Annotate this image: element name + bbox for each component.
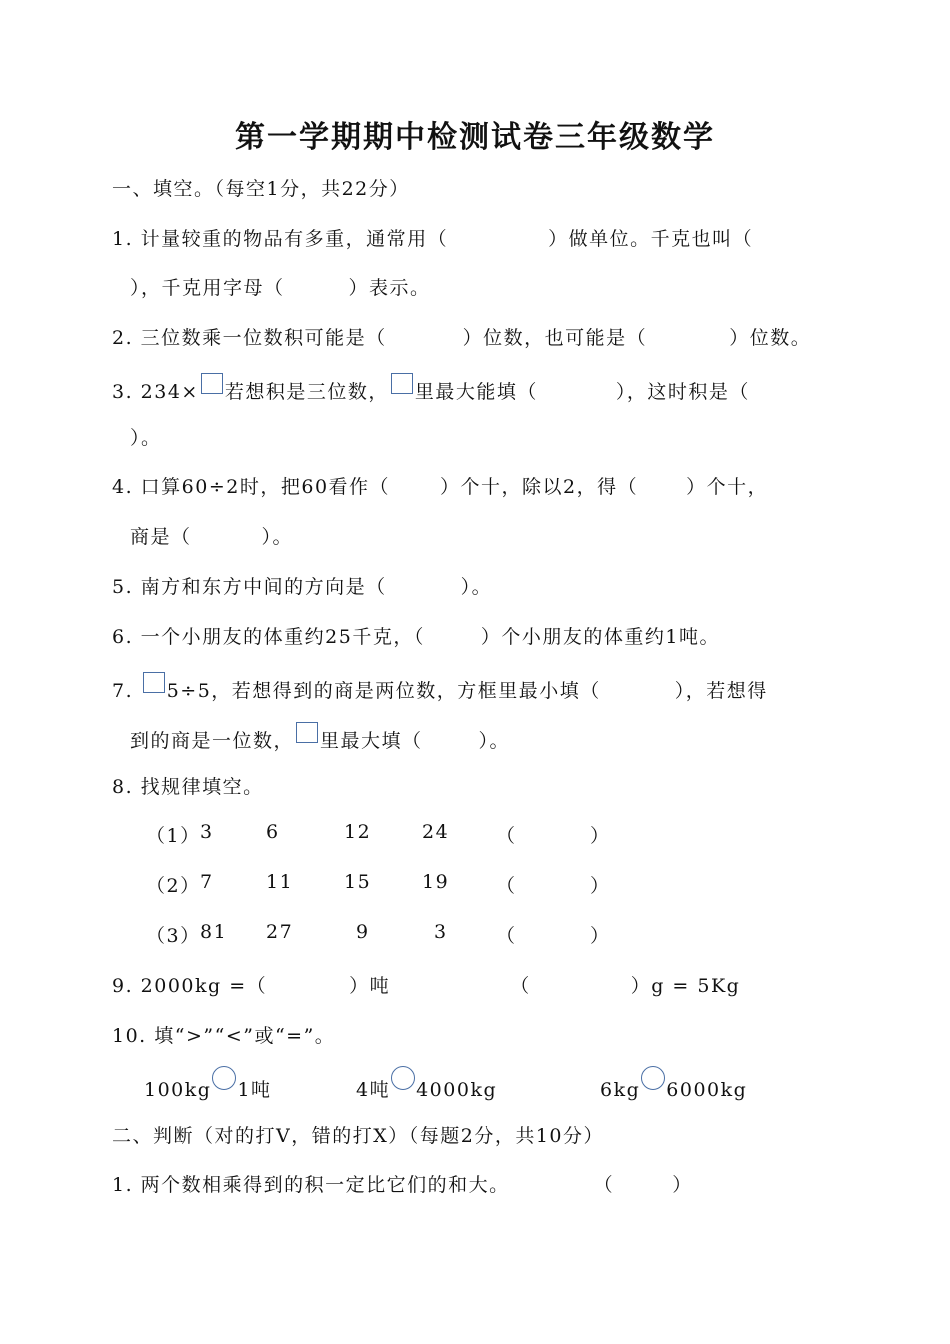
q7-text-e: 里最大填（: [320, 730, 423, 752]
compare-right: 6000kg: [666, 1079, 748, 1101]
judge-q1-text: 1. 两个数相乘得到的积一定比它们的和大。: [112, 1174, 510, 1196]
q2-text-a: 2. 三位数乘一位数积可能是（: [112, 327, 387, 349]
compare-circle-icon[interactable]: [641, 1066, 665, 1090]
question-7-line-2: [130, 722, 510, 753]
sequence-number: 6: [266, 821, 280, 843]
q4-text-b: ）个十，除以2，得（: [440, 476, 639, 498]
q5-text-a: 5. 南方和东方中间的方向是（: [112, 576, 387, 598]
q1-text-c: ），千克用字母（: [130, 277, 285, 299]
sequence-open-paren: （: [496, 825, 517, 847]
q9-text-c: （: [510, 975, 531, 997]
compare-item-3: [600, 1066, 747, 1101]
q4-text-e: ）。: [261, 526, 294, 548]
sequence-number: 3: [434, 921, 448, 943]
sequence-label: （1）: [146, 825, 201, 847]
question-2: [112, 323, 811, 350]
q6-text-a: 6. 一个小朋友的体重约25千克，（: [112, 626, 425, 648]
question-4-line-1: [112, 472, 768, 499]
question-10: 10. 填“>”“<”或“=”。: [112, 1025, 336, 1047]
q1-text-a: 1. 计量较重的物品有多重，通常用（: [112, 228, 449, 250]
q7-text-f: ）。: [478, 730, 511, 752]
square-box-icon: [201, 373, 223, 394]
square-box-icon: [143, 672, 165, 693]
q3-text-d: ），这时积是（: [615, 381, 750, 403]
q7-text-d: 到的商是一位数，: [130, 730, 295, 752]
compare-circle-icon[interactable]: [212, 1066, 236, 1090]
question-9: [112, 971, 740, 998]
section1-heading: 一、填空。（每空1分，共22分）: [112, 178, 410, 200]
question-1-line-1: [112, 224, 753, 251]
q9-text-d: ）g = 5Kg: [630, 975, 741, 997]
section2-heading: 二、判断（对的打V，错的打X）（每题2分，共10分）: [112, 1125, 605, 1147]
q3-text-c: 里最大能填（: [414, 381, 538, 403]
page-title: 第一学期期中检测试卷三年级数学: [235, 120, 715, 155]
compare-item-1: [144, 1066, 272, 1102]
sequence-number: 9: [356, 921, 370, 943]
sequence-label: （3）: [146, 925, 201, 947]
q4-text-d: 商是（: [130, 526, 192, 548]
sequence-number: 24: [422, 821, 450, 843]
sequence-number: 3: [200, 821, 214, 843]
q2-text-b: ）位数，也可能是（: [462, 327, 648, 349]
square-box-icon: [296, 722, 318, 743]
q9-text-b: ）吨: [349, 975, 391, 997]
compare-left: 4吨: [356, 1079, 391, 1101]
compare-circle-icon[interactable]: [391, 1066, 415, 1090]
sequence-number: 12: [344, 821, 372, 843]
q1-text-b: ）做单位。千克也叫（: [548, 228, 754, 250]
question-5: [112, 572, 492, 599]
question-6: [112, 622, 720, 649]
question-7-line-1: [112, 672, 768, 703]
sequence-label: （2）: [146, 875, 201, 897]
sequence-close-paren: ）: [590, 875, 611, 897]
q3-text-e: ）。: [130, 427, 162, 449]
compare-right: 1吨: [237, 1079, 272, 1101]
sequence-number: 15: [344, 871, 372, 893]
question-8: 8. 找规律填空。: [112, 776, 264, 798]
judge-close-paren: ）: [672, 1174, 693, 1196]
compare-left: 6kg: [600, 1079, 641, 1101]
sequence-number: 27: [266, 921, 294, 943]
question-3-line-2: [130, 423, 162, 450]
sequence-number: 7: [200, 871, 214, 893]
q3-text-a: 3. 234×: [112, 381, 199, 403]
q7-text-c: ），若想得: [674, 680, 768, 702]
compare-right: 4000kg: [416, 1079, 498, 1101]
square-box-icon: [391, 373, 413, 394]
q2-text-c: ）位数。: [729, 327, 812, 349]
sequence-close-paren: ）: [590, 925, 611, 947]
sequence-number: 19: [422, 871, 450, 893]
q7-text-b: 5÷5，若想得到的商是两位数，方框里最小填（: [166, 680, 601, 702]
sequence-number: 11: [266, 871, 294, 893]
sequence-open-paren: （: [496, 925, 517, 947]
question-1-line-2: [130, 273, 431, 300]
q3-text-b: 若想积是三位数，: [224, 381, 389, 403]
q7-text-a: 7.: [112, 680, 134, 702]
question-3-line-1: [112, 373, 750, 404]
q9-text-a: 9. 2000kg =（: [112, 975, 268, 997]
q4-text-a: 4. 口算60÷2时，把60看作（: [112, 476, 391, 498]
q5-text-b: ）。: [460, 576, 493, 598]
sequence-close-paren: ）: [590, 825, 611, 847]
compare-left: 100kg: [144, 1079, 212, 1101]
compare-item-2: [356, 1066, 497, 1102]
sequence-open-paren: （: [496, 875, 517, 897]
sequence-number: 81: [200, 921, 228, 943]
judge-open-paren: （: [593, 1174, 615, 1196]
question-4-line-2: [130, 522, 293, 549]
q6-text-b: ）个小朋友的体重约1吨。: [480, 626, 720, 648]
judge-question-1: [112, 1170, 693, 1197]
q1-text-d: ）表示。: [348, 277, 431, 299]
q4-text-c: ）个十，: [686, 476, 769, 498]
